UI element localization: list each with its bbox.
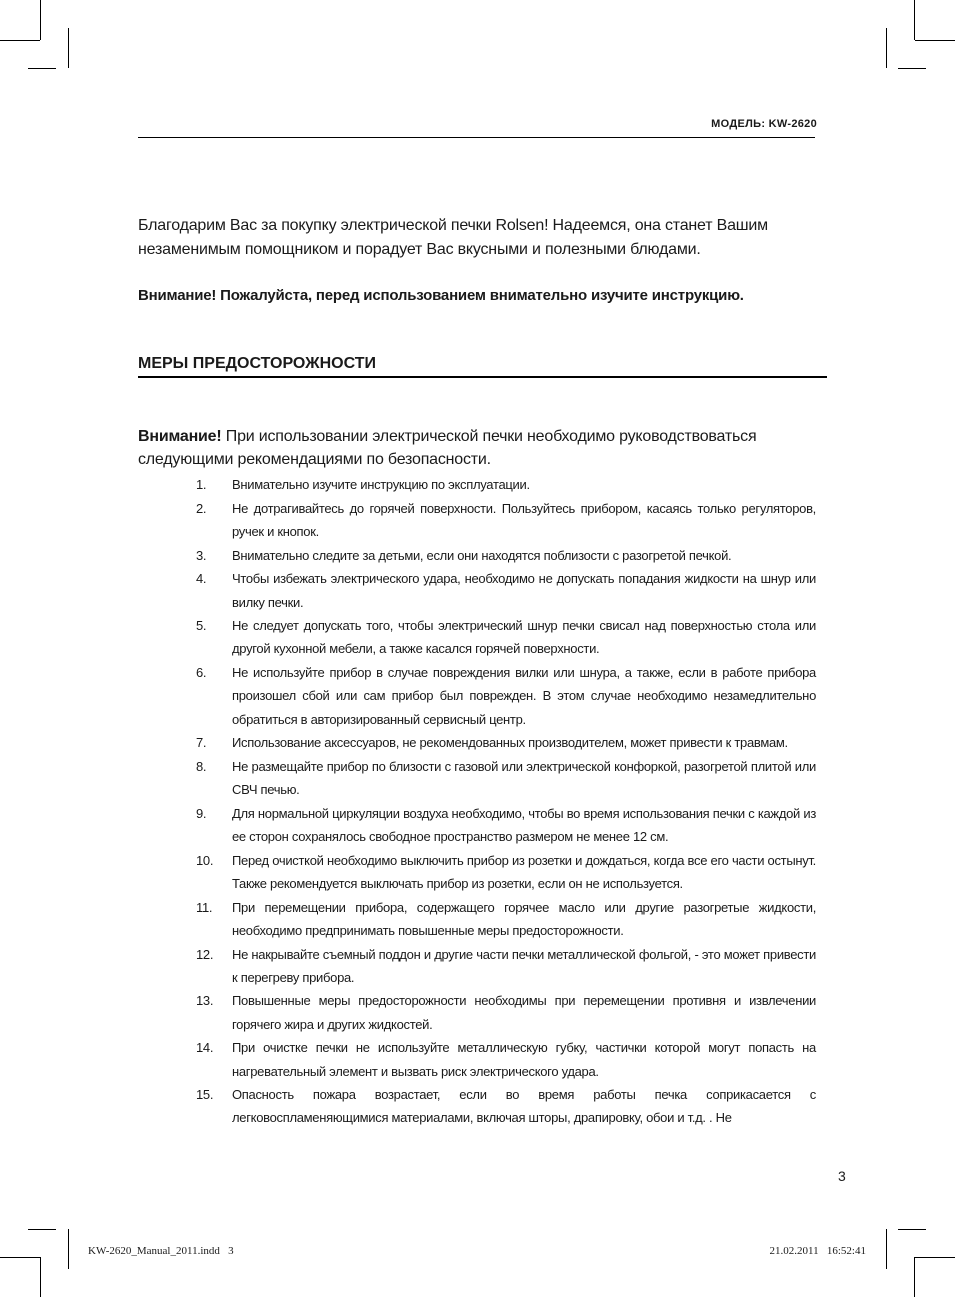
- item-number: 14.: [196, 1040, 214, 1056]
- item-number: 7.: [196, 735, 207, 751]
- item-number: 12.: [196, 946, 214, 962]
- list-item: [196, 731, 816, 754]
- item-number: 8.: [196, 758, 207, 774]
- crop-mark: [40, 0, 41, 40]
- crop-mark: [0, 40, 40, 41]
- intro-paragraph: Благодарим Вас за покупку электрической печки Rolsen! Надеемся, она станет Вашим незаменимым помощником и порадует Вас вкусными и полезными блюдами.: [138, 217, 768, 258]
- item-number: 6.: [196, 665, 207, 681]
- warning-text: При использовании электрической печки необходимо руководствоваться следующими рекомендациями по безопасности.: [138, 428, 757, 468]
- item-number: 10.: [196, 852, 214, 868]
- item-number: 2.: [196, 500, 207, 516]
- crop-mark: [28, 1229, 56, 1230]
- crop-mark: [0, 1257, 40, 1258]
- section-title: МЕРЫ ПРЕДОСТОРОЖНОСТИ: [138, 355, 377, 372]
- crop-mark: [886, 1229, 887, 1269]
- crop-mark: [898, 1229, 926, 1230]
- item-number: 9.: [196, 805, 207, 821]
- safety-warning: [138, 425, 798, 471]
- item-text: Не используйте прибор в случае повреждения вилки или шнура, а также, если в работе прибора произошел сбой или сам прибор был поврежден. В этом случае необходимо незамедлительно обратиться в авторизированный сервисный центр.: [232, 665, 816, 727]
- list-item: [196, 497, 816, 543]
- crop-mark: [915, 1257, 955, 1258]
- precautions-list: [196, 473, 816, 1130]
- list-item: [196, 1083, 816, 1129]
- section-divider: [138, 376, 827, 378]
- item-text: При очистке печки не используйте металлическую губку, частички которой могут попасть на нагревательный элемент и вызвать риск электрического удара.: [232, 1040, 816, 1079]
- item-number: 3.: [196, 547, 207, 563]
- list-item: [196, 567, 816, 613]
- attention-note: Внимание! Пожалуйста, перед использованием внимательно изучите инструкцию.: [138, 287, 744, 304]
- crop-mark: [28, 68, 56, 69]
- item-text: Повышенные меры предосторожности необходимы при перемещении противня и извлечении горячего жира и других жидкостей.: [232, 993, 816, 1032]
- print-slug-date: 21.02.2011 16:52:41: [769, 1245, 866, 1257]
- item-number: 11.: [196, 899, 213, 915]
- page-number: 3: [838, 1168, 846, 1184]
- item-number: 4.: [196, 571, 207, 587]
- item-number: 15.: [196, 1087, 214, 1103]
- list-item: [196, 802, 816, 848]
- item-text: При перемещении прибора, содержащего горячее масло или другие разогретые жидкости, необходимо предпринимать повышенные меры предосторожности.: [232, 899, 816, 938]
- crop-mark: [68, 1229, 69, 1269]
- warning-label: Внимание!: [138, 428, 222, 445]
- list-item: [196, 989, 816, 1035]
- crop-mark: [914, 0, 915, 40]
- crop-mark: [40, 1257, 41, 1297]
- item-number: 5.: [196, 618, 207, 634]
- print-slug-file: KW-2620_Manual_2011.indd 3: [88, 1245, 234, 1257]
- item-number: 13.: [196, 993, 214, 1009]
- list-item: [196, 896, 816, 942]
- list-item: [196, 1036, 816, 1082]
- item-number: 1.: [196, 477, 207, 492]
- crop-mark: [886, 28, 887, 68]
- header-divider: [138, 137, 815, 138]
- list-item: [196, 661, 816, 731]
- item-text: Не следует допускать того, чтобы электрический шнур печки свисал над поверхностью стола или другой кухонной мебели, а также касался горячей поверхности.: [232, 618, 816, 657]
- item-text: Чтобы избежать электрического удара, необходимо не допускать попадания жидкости на шнур или вилку печки.: [232, 571, 816, 610]
- crop-mark: [915, 40, 955, 41]
- crop-mark: [68, 28, 69, 68]
- item-text: Перед очисткой необходимо выключить прибор из розетки и дождаться, когда все его части остынут. Также рекомендуется выключать прибор из розетки, если он не используется.: [232, 852, 816, 891]
- model-header: МОДЕЛЬ: KW-2620: [711, 118, 817, 130]
- list-item: [196, 544, 816, 567]
- list-item: [196, 473, 816, 496]
- list-item: [196, 943, 816, 989]
- item-text: Для нормальной циркуляции воздуха необходимо, чтобы во время использования печки с каждой из ее сторон сохранялось свободное пространство размером не менее 12 см.: [232, 805, 816, 845]
- list-item: [196, 755, 816, 801]
- crop-mark: [898, 68, 926, 69]
- item-text: Не накрывайте съемный поддон и другие части печки металлической фольгой, - это может привести к перегреву прибора.: [232, 946, 816, 985]
- list-item: [196, 614, 816, 660]
- item-text: Не размещайте прибор по близости с газовой или электрической конфоркой, разогретой плитой или СВЧ печью.: [232, 758, 816, 798]
- item-text: Не дотрагивайтесь до горячей поверхности. Пользуйтесь прибором, касаясь только регуляторов, ручек и кнопок.: [232, 500, 816, 539]
- item-text: Опасность пожара возрастает, если во время работы печка соприкасается с легковоспламеняющимися материалами, включая шторы, драпировку, обои и т.д. . Не: [232, 1087, 816, 1126]
- item-text: Внимательно изучите инструкцию по эксплуатации.: [232, 477, 530, 492]
- item-text: Внимательно следите за детьми, если они находятся поблизости с разогретой печкой.: [232, 547, 732, 563]
- list-item: [196, 849, 816, 895]
- crop-mark: [914, 1257, 915, 1297]
- item-text: Использование аксессуаров, не рекомендованных производителем, может привести к травмам.: [232, 735, 788, 751]
